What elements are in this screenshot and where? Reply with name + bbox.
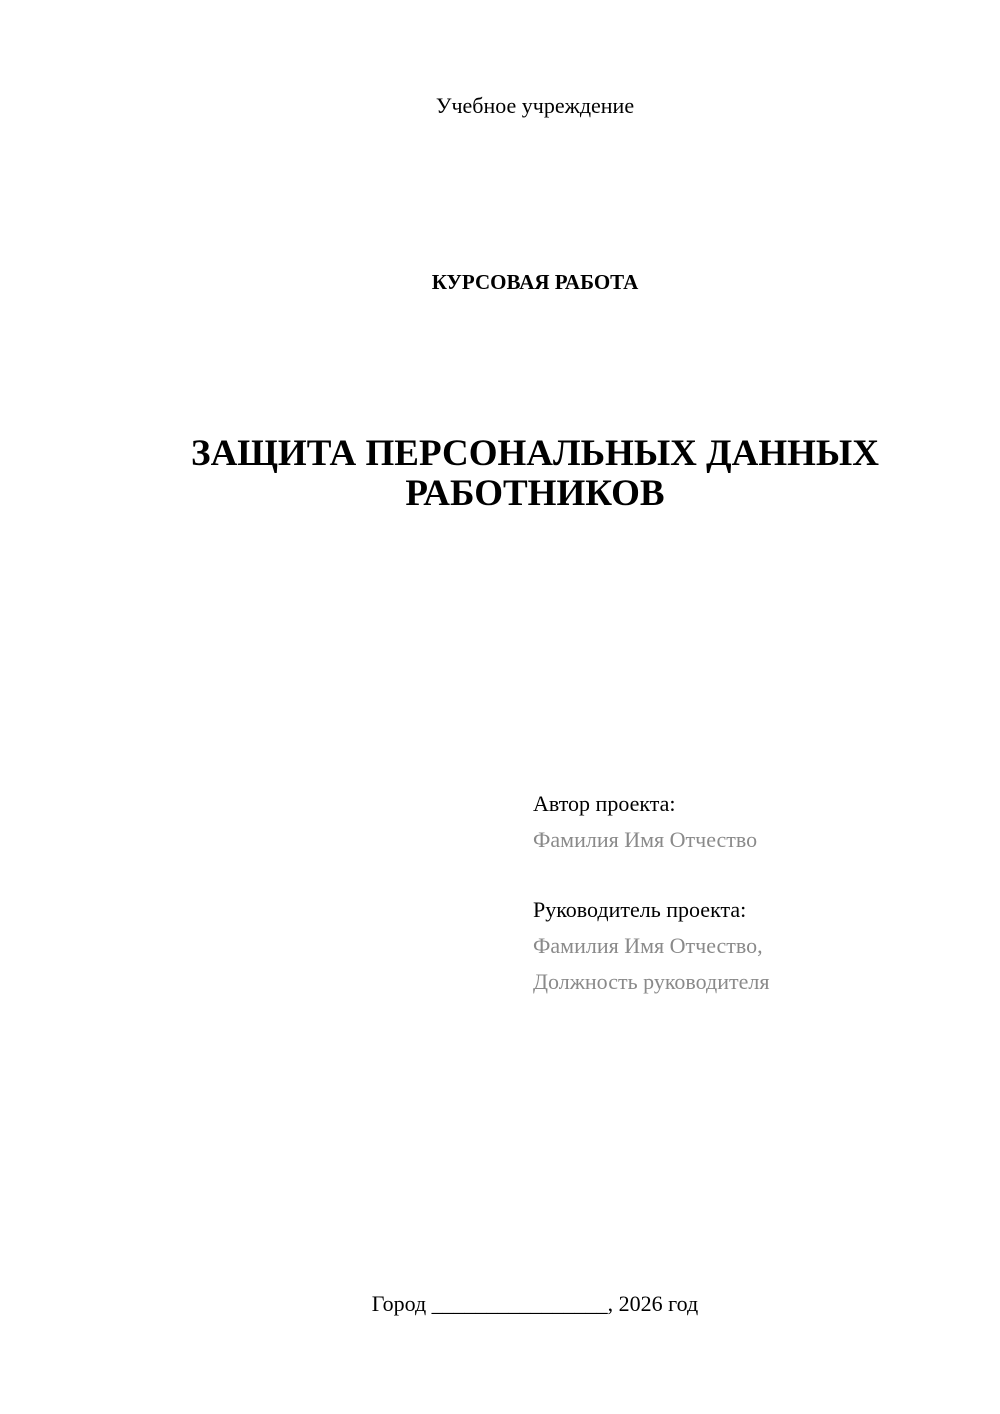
supervisor-name-placeholder: Фамилия Имя Отчество, [533,933,763,958]
supervisor-position-placeholder: Должность руководителя [533,969,770,994]
author-name-placeholder: Фамилия Имя Отчество [533,827,758,852]
document-title [120,434,950,514]
document-title-line-2: РАБОТНИКОВ [405,473,665,514]
document-title-line-1: ЗАЩИТА ПЕРСОНАЛЬНЫХ ДАННЫХ [191,433,879,474]
credits-spacer [533,858,973,892]
credits-block [533,786,973,1000]
supervisor-label: Руководитель проекта: [533,897,747,922]
author-label: Автор проекта: [533,791,676,816]
institution-name: Учебное учреждение [435,93,635,118]
city-year-line: Город ________________, 2026 год [371,1291,699,1316]
document-type: КУРСОВАЯ РАБОТА [431,270,639,294]
